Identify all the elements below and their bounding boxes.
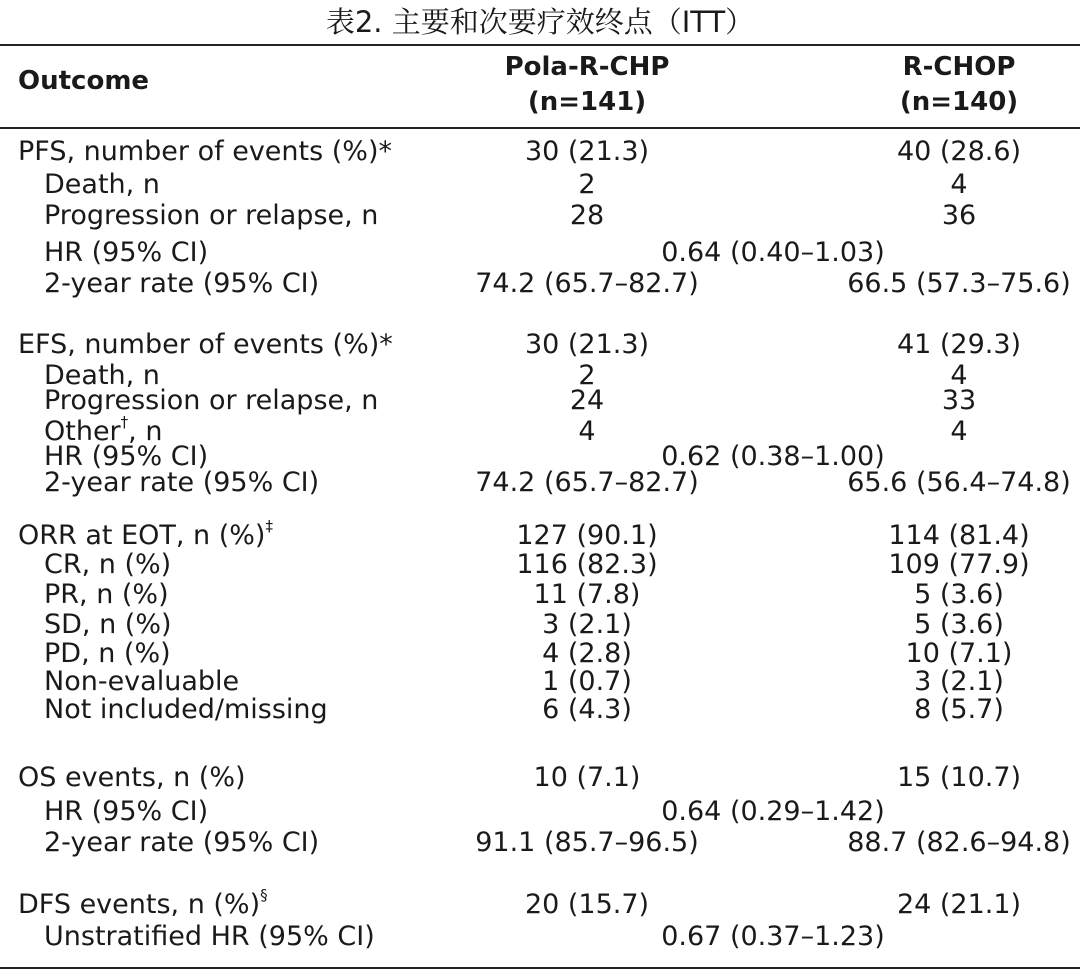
orr-label: ORR at EOT, n (%)‡ (18, 517, 273, 551)
efs-other-footnote-mark: † (120, 413, 129, 431)
efs-label: EFS, number of events (%)* (18, 329, 393, 360)
bottom-rule (0, 967, 1080, 969)
pfs-label: PFS, number of events (%)* (18, 136, 392, 167)
top-rule (0, 44, 1080, 46)
pfs-hr-label: HR (95% CI) (44, 237, 209, 268)
efs-hr-label: HR (95% CI) (44, 441, 209, 472)
header-outcome: Outcome (18, 66, 150, 96)
orr-nim-label: Not included/missing (44, 694, 328, 725)
dfs-footnote-mark: § (260, 886, 268, 904)
efs-other-label: Other†, n (44, 413, 163, 447)
orr-pd-label: PD, n (%) (44, 638, 171, 669)
orr-sd-label: SD, n (%) (44, 609, 172, 640)
dfs-hr-label: Unstratified HR (95% CI) (44, 921, 375, 952)
efficacy-table: 表2. 主要和次要疗效终点（ITT） Outcome Pola-R-CHP (n=141) R-CHOP (n=140) PFS, number of events (%)* 30 (21.3) 40 (28.6) Death, n 2 4 Progression or relapse, n 28 36 HR (95% CI) 0.64 (0.40–1.03) 2-year rate (95% CI) 74.2 (65.7–82.7) 66.5 (57.3–75.6) EFS, number of events (%)* 30 (21.3) 41 (29.3) Death, n 2 4 Progression or relapse, n 24 33 Other†, n 4 4 HR (95% CI) 0.62 (0.38–1.00) 2-year rate (95% CI) 74.2 (65.7–82.7) 65.6 (56.4–74.8) ORR at EOT, n (%)‡ 127 (90.1) 114 (81.4) CR, n (%) 116 (82.3) 109 (77.9) PR, n (%) 11 (7.8) 5 (3.6) SD, n (%) 3 (2.1) 5 (3.6) PD, n (%) 4 (2.8) 10 (7.1) Non-evaluable 1 (0.7) 3 (2.1) Not included/missing 6 (4.3) 8 (5.7) OS events, n (%) 10 (7.1) 15 (10.7) HR (95% CI) 0.64 (0.29–1.42) 2-year rate (95% CI) 91.1 (85.7–96.5) 88.7 (82.6–94.8) DFS events, n (%)§ 20 (15.7) 24 (21.1) Unstratified HR (95% CI) 0.67 (0.37–1.23) (0, 0, 1080, 974)
os-rate-label: 2-year rate (95% CI) (44, 827, 320, 858)
os-label: OS events, n (%) (18, 762, 246, 793)
orr-ne-label: Non-evaluable (44, 666, 240, 697)
table-title: 表2. 主要和次要疗效终点（ITT） (325, 5, 755, 39)
orr-pr-label: PR, n (%) (44, 579, 169, 610)
pfs-prog-label: Progression or relapse, n (44, 200, 379, 231)
efs-prog-label: Progression or relapse, n (44, 385, 379, 416)
pfs-death-label: Death, n (44, 169, 160, 200)
efs-rate-label: 2-year rate (95% CI) (44, 467, 320, 498)
orr-cr-label: CR, n (%) (44, 549, 172, 580)
pfs-rate-label: 2-year rate (95% CI) (44, 268, 320, 299)
os-hr-label: HR (95% CI) (44, 796, 209, 827)
efs-death-label: Death, n (44, 360, 160, 391)
orr-footnote-mark: ‡ (265, 517, 273, 535)
header-rule (0, 127, 1080, 129)
dfs-label: DFS events, n (%)§ (18, 886, 268, 920)
